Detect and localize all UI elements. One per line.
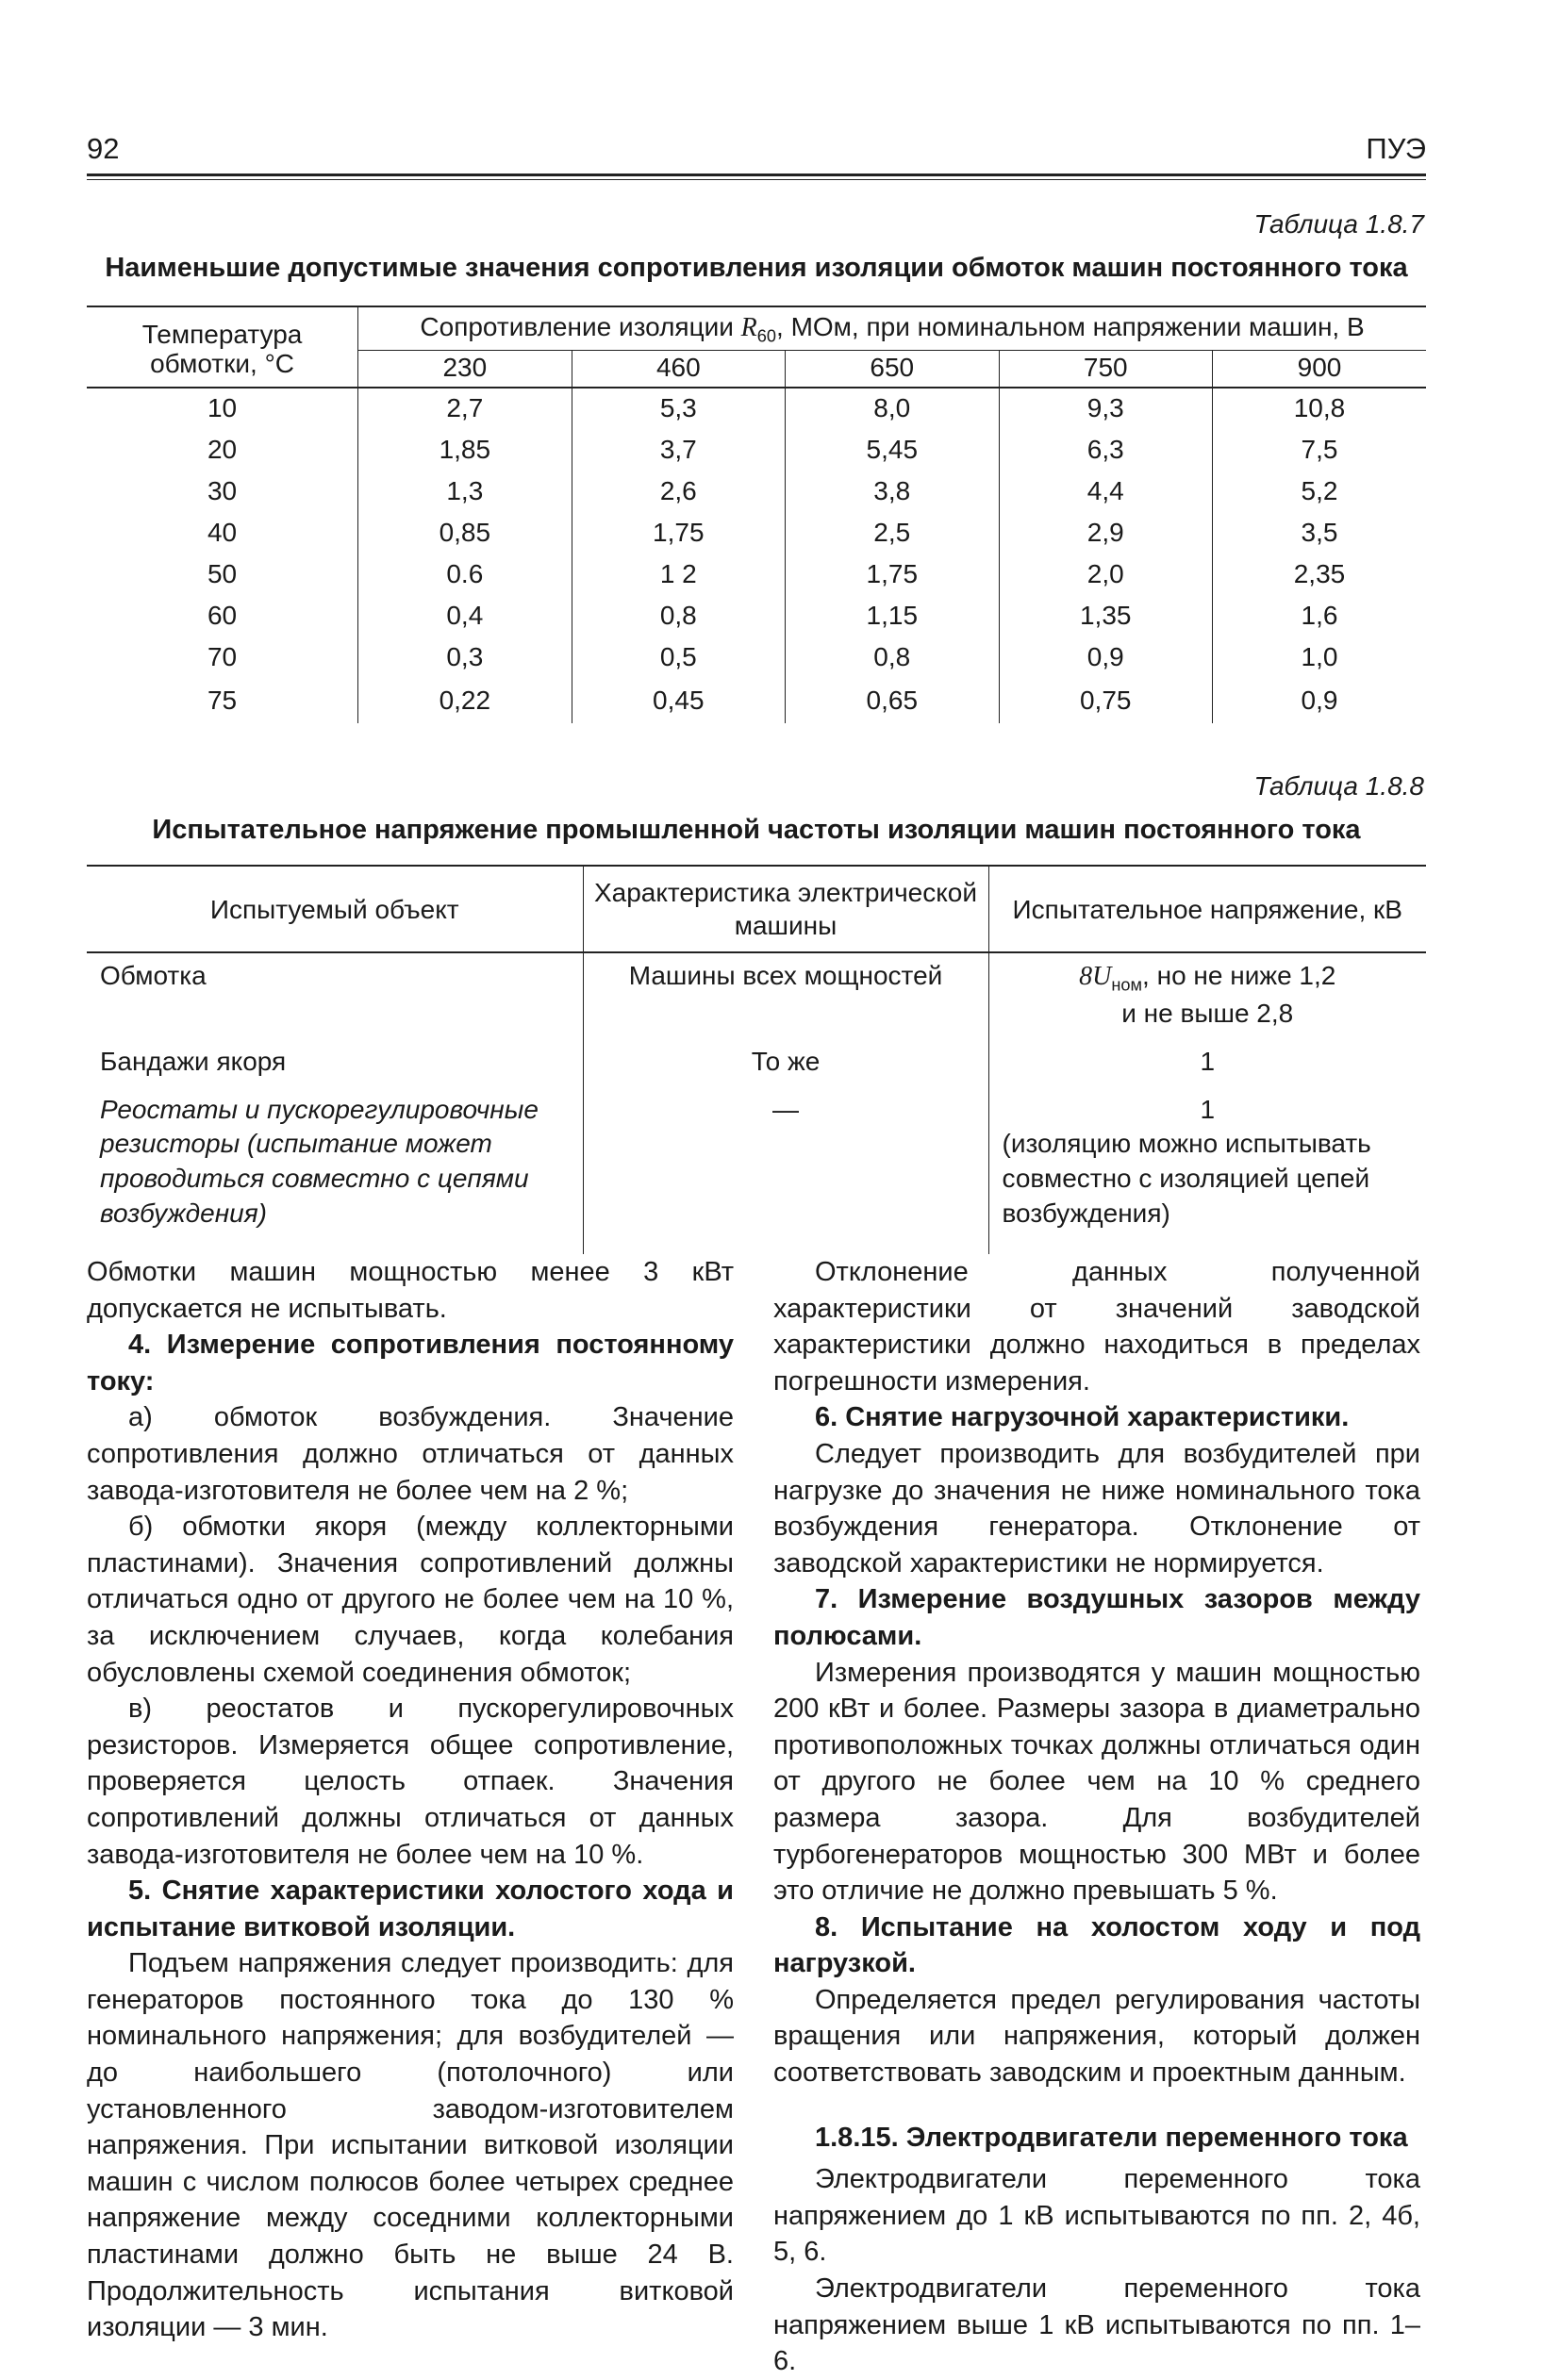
voltage-formula: 8U	[1079, 962, 1112, 991]
paragraph: Обмотки машин мощностью менее 3 кВт допускается не испытывать.	[87, 1257, 734, 1324]
test-voltage-table	[87, 865, 1426, 1254]
value-cell: 4,4	[999, 471, 1212, 512]
header-voltage: Испытательное напряжение, кВ	[988, 866, 1426, 952]
text-column-left	[87, 1254, 734, 2346]
paragraph: Определяется предел регулирования частоты вращения или напряжения, который должен соответствовать заводским и проектным данным.	[773, 1984, 1420, 2089]
section-heading: 7. Измерение воздушных зазоров между полюсами.	[773, 1584, 1420, 1651]
paragraph: а) обмоток возбуждения. Значение сопротивления должно отличаться от данных завода-изготовителя не более чем на 2 %;	[87, 1402, 734, 1506]
value-cell: 0,65	[786, 678, 999, 723]
paragraph: Подъем напряжения следует производить: для генераторов постоянного тока до 130 % номинального напряжения; для возбудителей — до наибольшего (потолочного) или установленного заводом-изготовителем напряжения. При испытании витковой изоляции машин с числом полюсов более четырех среднее напряжение между соседними коллекторными пластинами должно быть не выше 24 В. Продолжительность испытания витковой изоляции — 3 мин.	[87, 1948, 734, 2343]
temperature-cell: 30	[87, 471, 358, 512]
value-cell: 3,7	[572, 429, 785, 471]
value-cell: 3,8	[786, 471, 999, 512]
value-cell: 5,45	[786, 429, 999, 471]
value-cell: 0,85	[358, 512, 572, 554]
value-cell: 0,9	[999, 636, 1212, 678]
paragraph: в) реостатов и пускорегулировочных резисторов. Измеряется общее сопротивление, проверяется целость отпаек. Значения сопротивлений должны отличаться от данных завода-изготовителя не более чем на 10 %.	[87, 1694, 734, 1870]
temperature-cell: 10	[87, 388, 358, 429]
temperature-cell: 75	[87, 678, 358, 723]
value-cell: 1,3	[358, 471, 572, 512]
value-cell: 1,15	[786, 595, 999, 636]
value-cell: 0,4	[358, 595, 572, 636]
header-resistance-group	[358, 306, 1426, 350]
voltage-value: 1	[1200, 1094, 1216, 1124]
value-cell: 0,45	[572, 678, 785, 723]
text-column-right	[773, 1254, 1420, 2380]
value-cell: 0,8	[572, 595, 785, 636]
chapter-heading: 1.8.15. Электродвигатели переменного тока	[815, 2122, 1408, 2153]
value-cell: 2,9	[999, 512, 1212, 554]
temperature-cell: 50	[87, 554, 358, 595]
value-cell: 1,6	[1301, 600, 1338, 630]
table1-label: Таблица 1.8.7	[1253, 209, 1424, 239]
paragraph: б) обмотки якоря (между коллекторными пластинами). Значения сопротивлений должны отличаться одно от другого не более чем на 10 %, за исключением случаев, когда колебания обусловлены схемой соединения обмоток;	[87, 1512, 734, 1688]
paragraph: Следует производить для возбудителей при нагрузке до значения не ниже номинального тока возбуждения генератора. Отклонение от заводской характеристики не нормируется.	[773, 1438, 1420, 1578]
voltage-cell: 1	[1200, 1046, 1216, 1076]
object-cell: Обмотка	[87, 952, 583, 1039]
paragraph: Электродвигатели переменного тока напряжением выше 1 кВ испытываются по пп. 1–6.	[773, 2273, 1420, 2377]
header-resistance-symbol: R	[740, 313, 757, 342]
voltage-cell	[988, 1087, 1426, 1255]
voltage-note: (изоляцию можно испытывать совместно с изоляцией цепей возбуждения)	[1002, 1129, 1371, 1229]
value-cell: 0,22	[358, 678, 572, 723]
object-cell: Бандажи якоря	[87, 1039, 583, 1087]
table-row	[87, 429, 1426, 471]
header-voltage: 230	[358, 350, 572, 388]
value-cell: 2,0	[999, 554, 1212, 595]
table2-label: Таблица 1.8.8	[1253, 771, 1424, 801]
machine-cell: То же	[583, 1039, 988, 1087]
value-cell: 2,35	[1293, 558, 1346, 588]
header-rule-thin	[87, 179, 1426, 180]
header-object: Испытуемый объект	[87, 866, 583, 952]
table-row	[87, 1087, 1426, 1255]
value-cell: 0,5	[572, 636, 785, 678]
object-cell: Реостаты и пускорегулировочные резисторы (испытание может проводиться совместно с цепями возбуждения)	[87, 1087, 583, 1255]
value-cell: 1,75	[786, 554, 999, 595]
section-heading: 6. Снятие нагрузочной характеристики.	[815, 1402, 1350, 1433]
value-cell: 6,3	[999, 429, 1212, 471]
section-heading: 4. Измерение сопротивления постоянному току:	[87, 1330, 734, 1397]
value-cell: 1,35	[999, 595, 1212, 636]
paragraph: Измерения производятся у машин мощностью 200 кВт и более. Размеры зазора в диаметрально противоположных точках должны отличаться один от другого не более чем на 10 % среднего размера зазора. Для возбудителей турбогенераторов мощностью 300 МВт и более это отличие не должно превышать 5 %.	[773, 1657, 1420, 1907]
voltage-cell	[988, 952, 1426, 1039]
running-header	[87, 132, 1426, 175]
voltage-rest: , но не ниже 1,2	[1142, 961, 1336, 990]
table-row	[87, 512, 1426, 554]
table1-title: Наименьшие допустимые значения сопротивления изоляции обмоток машин постоянного тока	[105, 253, 1408, 283]
insulation-resistance-table	[87, 306, 1426, 723]
paragraph: Электродвигатели переменного тока напряжением до 1 кВ испытываются по пп. 2, 4б, 5, 6.	[773, 2164, 1420, 2268]
header-voltage: 650	[786, 350, 999, 388]
value-cell: 0,8	[786, 636, 999, 678]
value-cell: 2,7	[358, 388, 572, 429]
table-row	[87, 1039, 1426, 1087]
value-cell: 2,5	[786, 512, 999, 554]
value-cell: 5,2	[1301, 475, 1338, 505]
value-cell: 1,0	[1301, 641, 1338, 671]
table-row	[87, 554, 1426, 595]
machine-cell: Машины всех мощностей	[583, 952, 988, 1039]
value-cell: 1,75	[572, 512, 785, 554]
value-cell: 3,5	[1301, 517, 1338, 547]
value-cell: 8,0	[786, 388, 999, 429]
page-number: 92	[87, 132, 120, 165]
header-voltage: 460	[572, 350, 785, 388]
table-row	[87, 388, 1426, 429]
temperature-cell: 60	[87, 595, 358, 636]
header-machine: Характеристика электрической машины	[583, 866, 988, 952]
table-row	[87, 636, 1426, 678]
section-heading: 8. Испытание на холостом ходу и под нагрузкой.	[773, 1911, 1420, 1979]
value-cell: 0,75	[999, 678, 1212, 723]
header-rule	[87, 174, 1426, 176]
table-row	[87, 678, 1426, 723]
value-cell: 9,3	[999, 388, 1212, 429]
voltage-rest-2: и не выше 2,8	[1121, 998, 1294, 1028]
voltage-formula-sub: ном	[1111, 975, 1143, 995]
table-row	[87, 595, 1426, 636]
value-cell: 0,3	[358, 636, 572, 678]
temperature-cell: 70	[87, 636, 358, 678]
header-resistance-sub: 60	[756, 326, 777, 346]
machine-cell: —	[583, 1087, 988, 1255]
paragraph: Отклонение данных полученной характеристики от значений заводской характеристики должно находиться в пределах погрешности измерения.	[773, 1257, 1420, 1397]
table2-title: Испытательное напряжение промышленной частоты изоляции машин постоянного тока	[152, 815, 1361, 845]
header-resistance-suffix: , МОм, при номинальном напряжении машин, В	[776, 312, 1365, 341]
temperature-cell: 20	[87, 429, 358, 471]
header-voltage: 750	[999, 350, 1212, 388]
value-cell: 7,5	[1301, 434, 1338, 464]
header-resistance-prefix: Сопротивление изоляции	[420, 312, 741, 341]
header-temperature: Температура обмотки, °С	[87, 306, 358, 388]
table-row	[87, 471, 1426, 512]
value-cell: 5,3	[572, 388, 785, 429]
section-heading: 5. Снятие характеристики холостого хода и испытание витковой изоляции.	[87, 1876, 734, 1942]
book-title: ПУЭ	[1366, 132, 1426, 165]
value-cell: 1,85	[358, 429, 572, 471]
value-cell: 0,9	[1301, 685, 1338, 715]
value-cell: 1 2	[572, 554, 785, 595]
value-cell: 10,8	[1293, 393, 1346, 423]
value-cell: 2,6	[572, 471, 785, 512]
value-cell: 0.6	[358, 554, 572, 595]
header-voltage: 900	[1212, 350, 1426, 388]
table-row	[87, 952, 1426, 1039]
temperature-cell: 40	[87, 512, 358, 554]
